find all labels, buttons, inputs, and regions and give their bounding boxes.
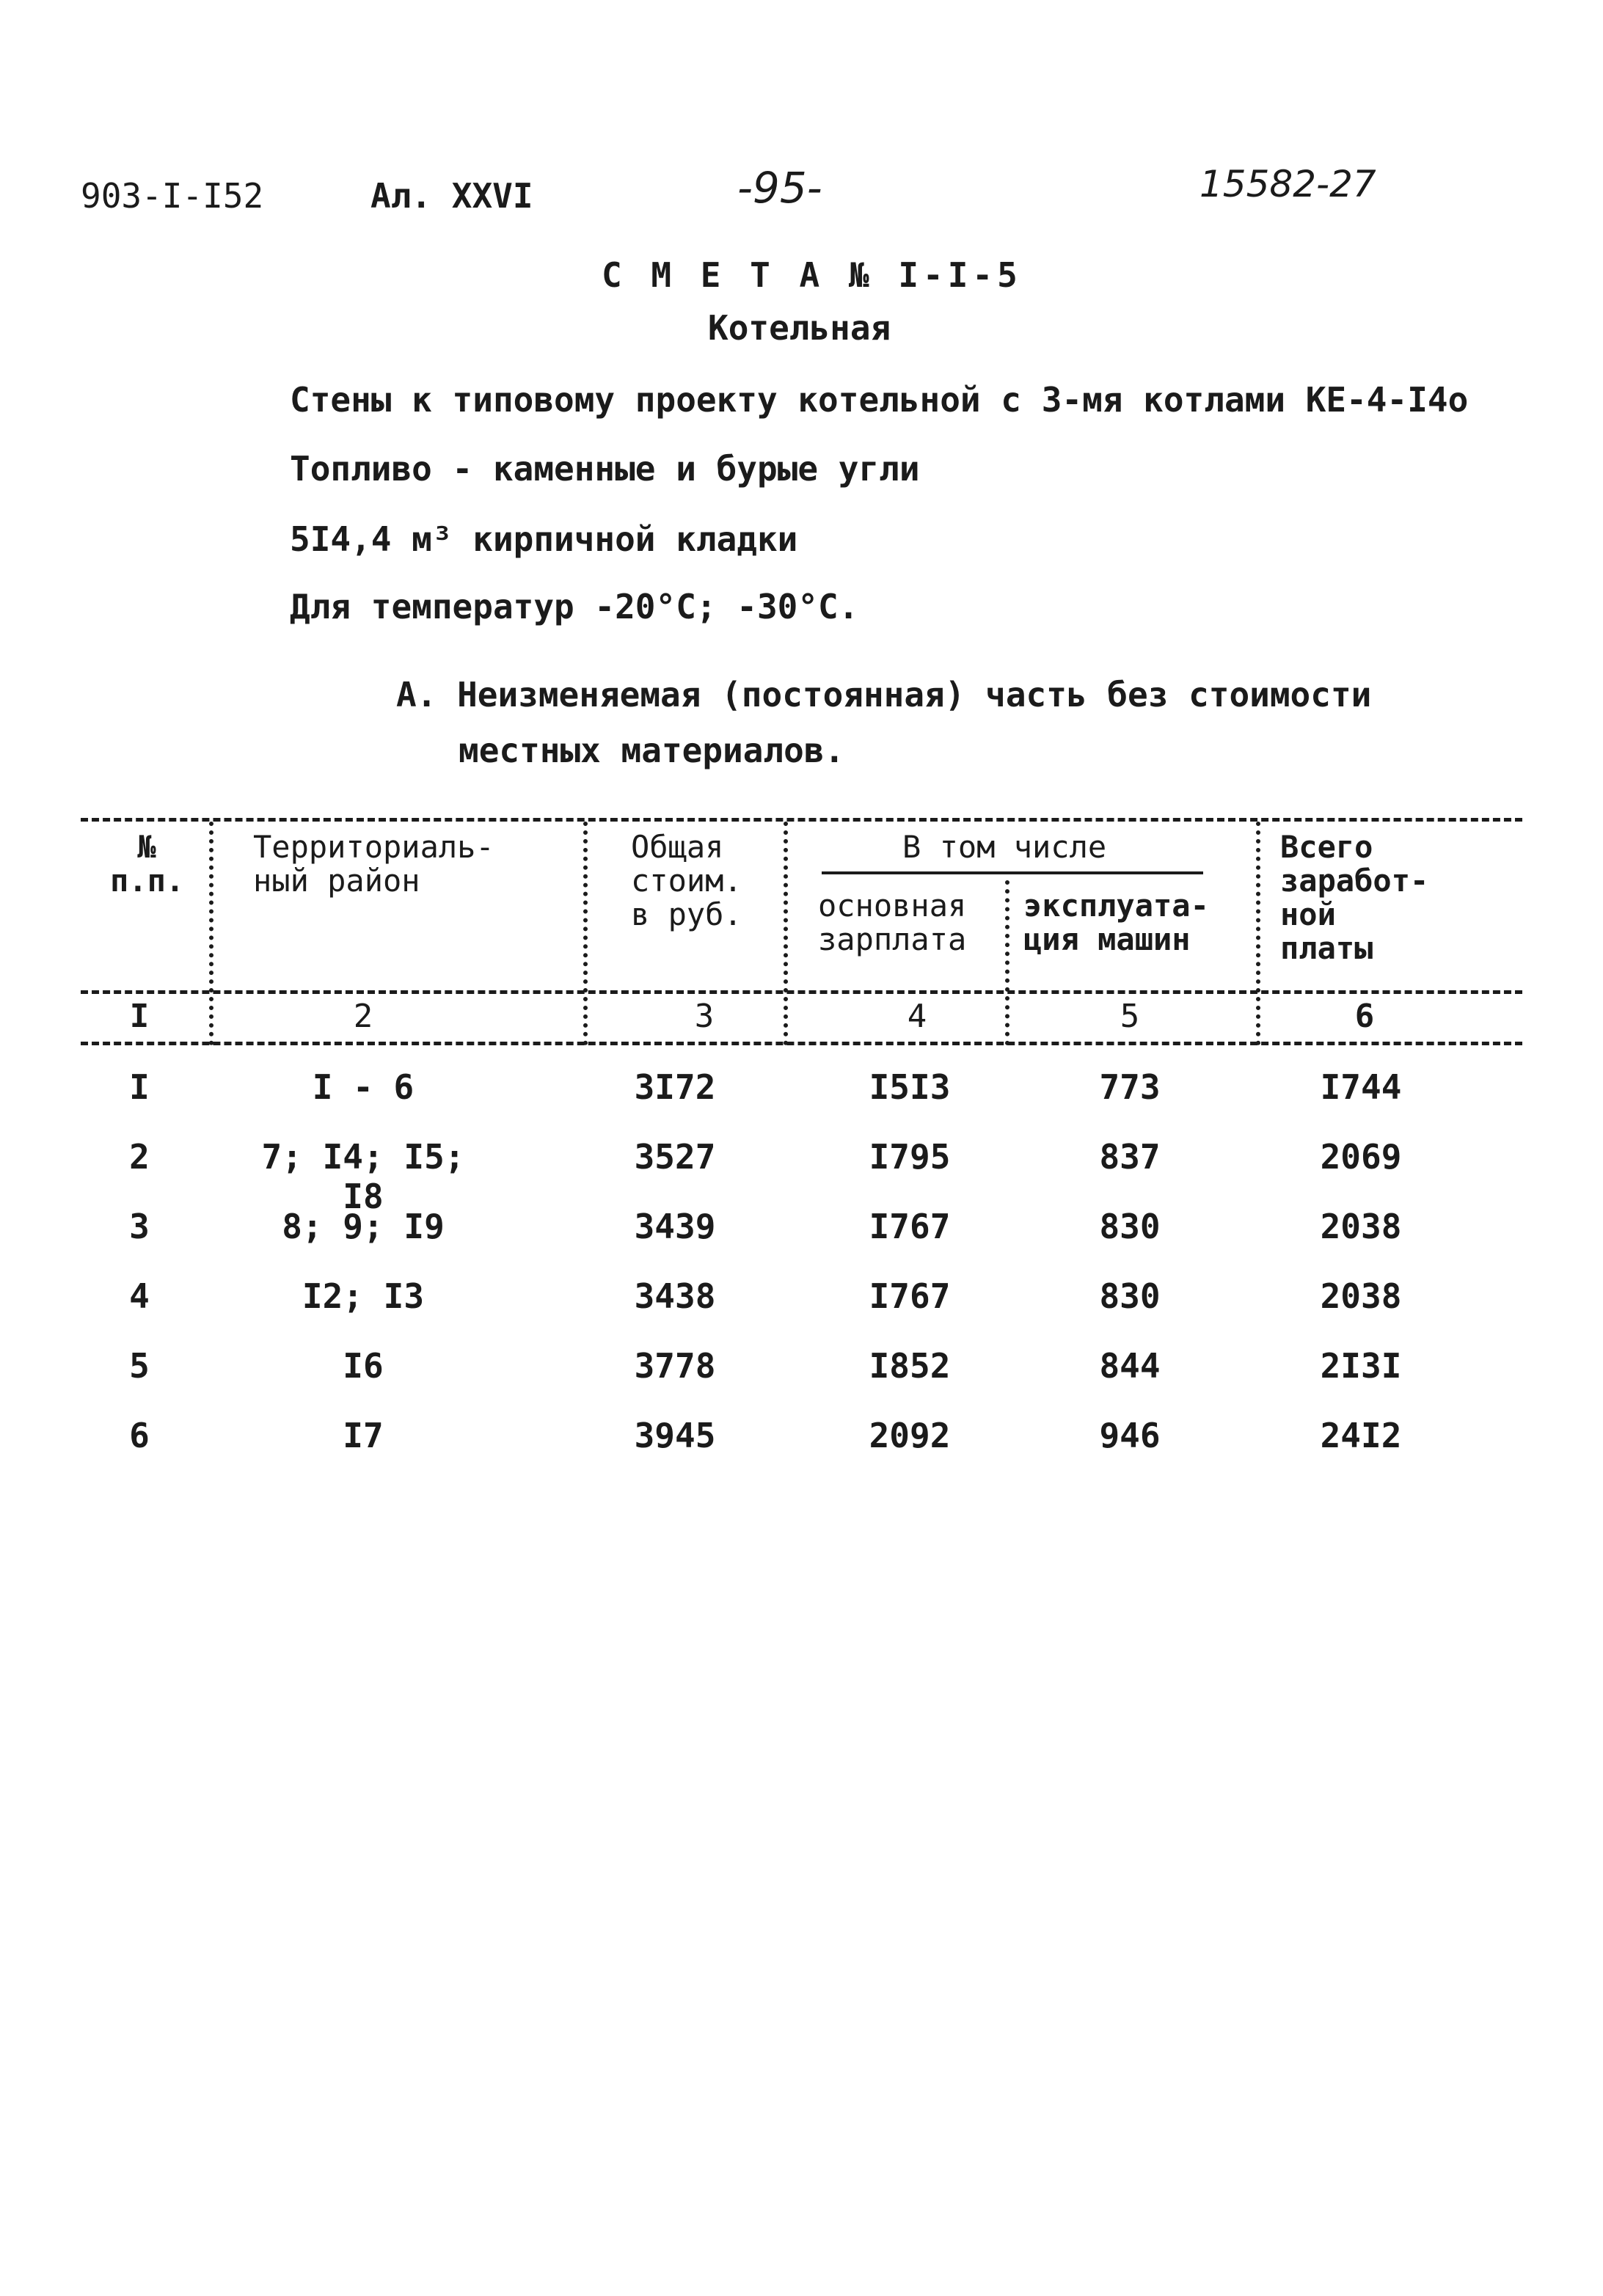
column-number-3: 3 <box>694 998 715 1035</box>
section-heading-line-2: местных материалов. <box>459 731 845 770</box>
total-cost-cell: 3945 <box>634 1416 716 1455</box>
row-number: 5 <box>129 1346 150 1386</box>
base-salary-cell: I795 <box>869 1137 951 1177</box>
column-number-1: I <box>129 998 150 1035</box>
header-machine-operation: эксплуата- ция машин <box>1023 888 1209 957</box>
total-wages-cell: 2038 <box>1320 1276 1402 1316</box>
column-divider-2 <box>583 822 588 1045</box>
total-wages-cell: 2038 <box>1320 1207 1402 1246</box>
table-top-rule <box>81 818 1522 822</box>
machine-operation-cell: 844 <box>1099 1346 1161 1386</box>
base-salary-cell: I5I3 <box>869 1067 951 1107</box>
table-row <box>0 1137 1603 1216</box>
table-row <box>0 1276 1603 1320</box>
total-cost-cell: 3439 <box>634 1207 716 1246</box>
section-heading-line-1: А. Неизменяемая (постоянная) часть без стоимости <box>396 675 1372 714</box>
page-number: -95- <box>737 163 822 213</box>
column-divider-1 <box>209 822 213 1045</box>
album-number: Ал. XXVI <box>370 176 533 216</box>
base-salary-cell: I767 <box>869 1276 951 1316</box>
base-salary-cell: I852 <box>869 1346 951 1386</box>
row-number: 6 <box>129 1416 150 1455</box>
description-line-1: Стены к типовому проекту котельной с 3-мя котлами КЕ-4-I4о <box>290 380 1469 420</box>
header-total-wages: Всего заработ- ной платы <box>1280 829 1429 966</box>
total-wages-cell: 2069 <box>1320 1137 1402 1177</box>
table-row <box>0 1067 1603 1111</box>
total-cost-cell: 3438 <box>634 1276 716 1316</box>
row-number: I <box>129 1067 150 1107</box>
machine-operation-cell: 837 <box>1099 1137 1161 1177</box>
column-divider-3 <box>784 822 788 1045</box>
table-row <box>0 1207 1603 1251</box>
district-cell: I2; I3 <box>302 1276 425 1316</box>
description-line-3: 5I4,4 м³ кирпичной кладки <box>290 519 798 559</box>
column-number-6: 6 <box>1354 998 1375 1035</box>
district-cell: I6 <box>343 1346 384 1386</box>
total-cost-cell: 3I72 <box>634 1067 716 1107</box>
district-cell: I7 <box>343 1416 384 1455</box>
document-title: С М Е Т А № I-I-5 <box>602 255 1022 295</box>
table-row <box>0 1346 1603 1390</box>
document-code: 903-I-I52 <box>81 176 264 216</box>
total-cost-cell: 3527 <box>634 1137 716 1177</box>
machine-operation-cell: 946 <box>1099 1416 1161 1455</box>
header-group: В том числе <box>902 829 1107 865</box>
column-number-4: 4 <box>907 998 927 1035</box>
total-wages-cell: 2I3I <box>1320 1346 1402 1386</box>
row-number: 2 <box>129 1137 150 1177</box>
column-divider-4 <box>1005 880 1009 1045</box>
column-number-2: 2 <box>353 998 373 1035</box>
table-header-rule <box>81 990 1522 994</box>
base-salary-cell: I767 <box>869 1207 951 1246</box>
machine-operation-cell: 830 <box>1099 1207 1161 1246</box>
district-cell: 8; 9; I9 <box>282 1207 445 1246</box>
group-underline <box>822 871 1203 874</box>
document-subtitle: Котельная <box>708 308 891 348</box>
table-colnum-rule <box>81 1042 1522 1045</box>
machine-operation-cell: 830 <box>1099 1276 1161 1316</box>
column-number-5: 5 <box>1120 998 1140 1035</box>
header-num: № п.п. <box>110 829 185 899</box>
district-cell: 7; I4; I5; I8 <box>261 1137 465 1216</box>
total-wages-cell: I744 <box>1320 1067 1402 1107</box>
header-total-cost: Общая стоим. в руб. <box>631 829 742 932</box>
table-row <box>0 1416 1603 1460</box>
stamp-number: 15582-27 <box>1199 163 1376 205</box>
total-wages-cell: 24I2 <box>1320 1416 1402 1455</box>
description-line-4: Для температур -20°С; -30°С. <box>290 587 859 626</box>
total-cost-cell: 3778 <box>634 1346 716 1386</box>
header-district: Территориаль- ный район <box>253 829 494 899</box>
district-cell: I - 6 <box>312 1067 415 1107</box>
row-number: 4 <box>129 1276 150 1316</box>
base-salary-cell: 2092 <box>869 1416 951 1455</box>
description-line-2: Топливо - каменные и бурые угли <box>290 449 920 489</box>
machine-operation-cell: 773 <box>1099 1067 1161 1107</box>
row-number: 3 <box>129 1207 150 1246</box>
header-base-salary: основная зарплата <box>818 888 967 957</box>
column-divider-5 <box>1256 822 1260 1045</box>
